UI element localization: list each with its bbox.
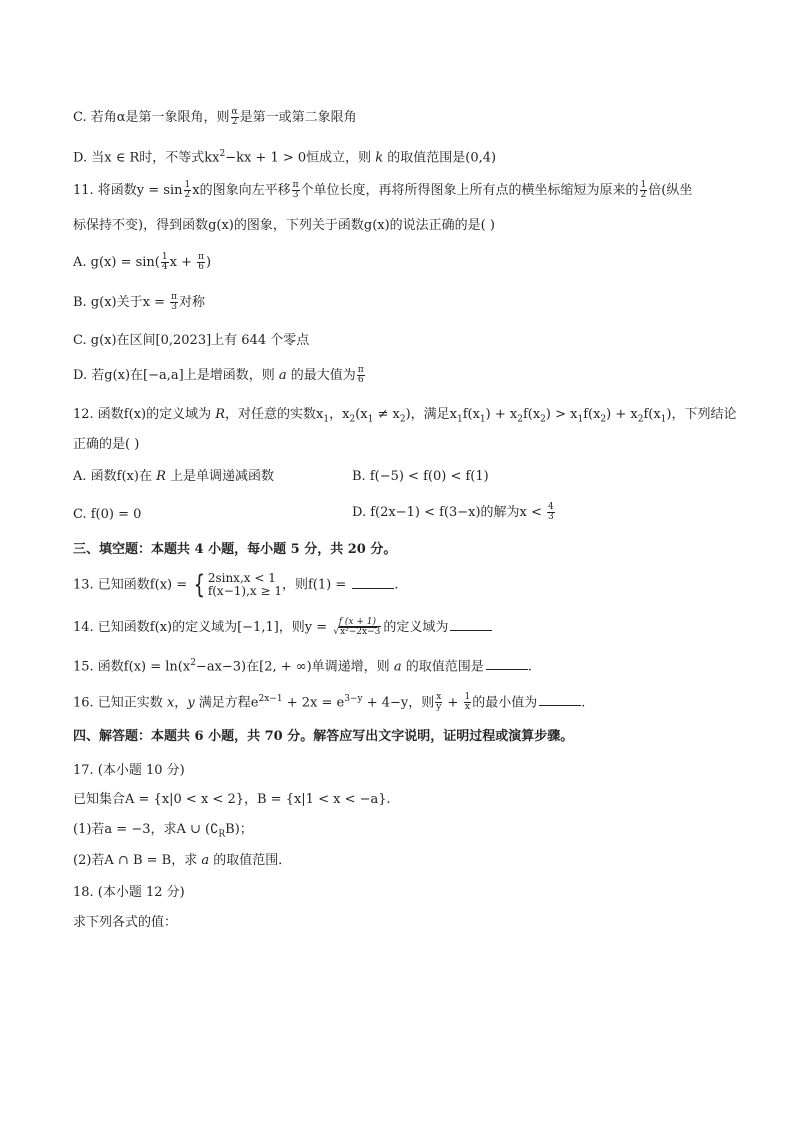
option-a-q12: A. 函数f(x)在 R 上是单调递减函数 xyxy=(73,469,275,484)
question-15: 15. 函数$f(x) = \ln(x^2-ax-3)$在[2, + ∞)单调递增，则 a 的取值范围是 . xyxy=(73,653,532,677)
option-c-q10: C. 若角α是第一象限角，则 $\frac{\alpha}{2}$ 是第一或第二象限角 xyxy=(73,107,357,127)
option-d-q12: D. f(2x−1) < f(3−x)的解为x < $\frac{4}{3}$ xyxy=(352,502,554,522)
question-17-part-2: (2)若A ∩ B = B，求 a 的取值范围． xyxy=(73,853,292,868)
question-11-stem: 11. 将函数y = sin $\frac{1}{2}$ x的图象向左平移 $\frac{\pi}{3}$ 个单位长度，再将所得图象上所有点的横坐标缩短为原来的 $\frac{1}{2}$ 倍(纵坐 xyxy=(73,180,693,200)
option-a-q11: A. g(x) = sin( $\frac{1}{4}$ x + $\frac{\pi}{6}$ ) xyxy=(73,252,212,272)
question-16: 16. 已知正实数 x，y 满足方程$e^{2x-1} + 2x = e^{3-y} + 4-y$，则 $\frac{x}{y}$ + $\frac{1}{x}$ 的最小值为 . xyxy=(73,692,586,713)
question-17-part-1: (1)若a = −3，求A ∪ $(∁_RB)$； xyxy=(73,822,253,840)
option-b-q11: B. g(x)关于x = $\frac{\pi}{3}$ 对称 xyxy=(73,292,206,312)
option-c-q11: C. g(x)在区间[0,2023]上有 644 个零点 xyxy=(73,333,310,348)
question-18-header: 18. (本小题 12 分) xyxy=(73,885,185,900)
option-b-q12: B. f(−5) < f(0) < f(1) xyxy=(352,469,489,484)
question-12-stem: 12. 函数f(x)的定义域为 R，对任意的实数$x_1$，$x_2(x_1 \ne x_2)$，满足$x_1f(x_1) + x_2f(x_2) > x_1f(x_2) + x_2f(x_1)$，下列结论 xyxy=(73,407,737,425)
question-12-stem-cont: 正确的是( ) xyxy=(73,437,140,452)
question-13: 13. 已知函数f(x) = { 2sinx,x < 1 f(x−1),x ≥ 1 ，则f(1) = . xyxy=(73,570,399,600)
option-c-q12: C. f(0) = 0 xyxy=(73,507,142,522)
question-17-sets: 已知集合A = {x|0 < x < 2}，B = {x|1 < x < −a}. xyxy=(73,792,391,807)
question-14: 14. 已知函数f(x)的定义域为[−1,1]，则y = $\frac{f (x + 1)}{\text{√x²−2x−3}}$ 的定义域为 xyxy=(73,616,492,638)
question-18-prompt: 求下列各式的值： xyxy=(73,915,178,930)
option-d-q10: D. 当x ∈ R时，不等式$kx^2-kx + 1 > 0$恒成立，则 k 的取值范围是(0,4) xyxy=(73,149,497,166)
section-4-heading: 四、解答题：本题共 6 小题，共 70 分。解答应写出文字说明，证明过程或演算步骤。 xyxy=(73,729,574,744)
question-17-header: 17. (本小题 10 分) xyxy=(73,763,185,778)
section-3-heading: 三、填空题：本题共 4 小题，每小题 5 分，共 20 分。 xyxy=(73,542,397,557)
question-11-stem-cont: 标保持不变)，得到函数g(x)的图象，下列关于函数g(x)的说法正确的是( ) xyxy=(73,218,495,233)
option-d-q11: D. 若g(x)在[−a,a]上是增函数，则 a 的最大值为 $\frac{\pi}{6}$ xyxy=(73,365,364,385)
